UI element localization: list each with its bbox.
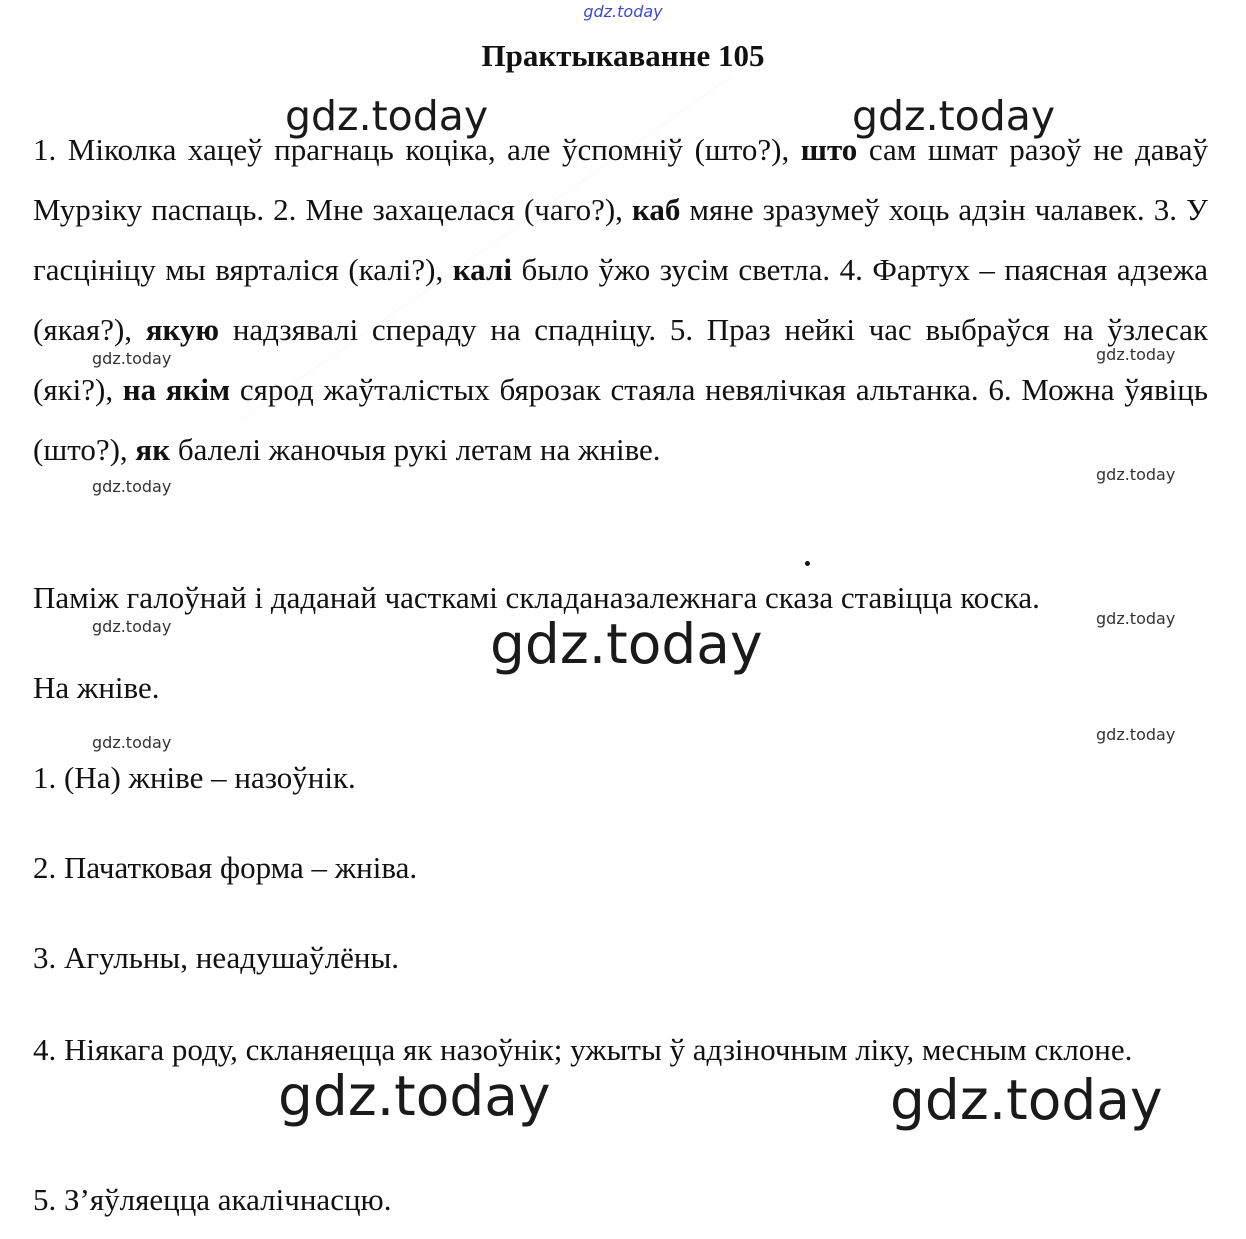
conjunction-1: што [800, 132, 858, 167]
analysis-item-3: 3. Агульны, неадушаўлёны. [33, 940, 400, 975]
conjunction-4: якую [145, 312, 220, 347]
page-title: Практыкаванне 105 [481, 38, 765, 73]
watermark: gdz.today [92, 733, 172, 752]
watermark: gdz.today [1096, 609, 1176, 628]
analysis-item-4: 4. Ніякага роду, скланяецца як назоўнік; ужыты ў адзіночным ліку, месным склоне. [33, 1032, 1133, 1067]
exercise-text [33, 120, 1208, 480]
analysis-item-1: 1. (На) жніве – назоўнік. [33, 760, 356, 795]
exercise-text-3: мяне зразумеў хоць адзін чалавек. 3. У гасцініцу мы вярталіся (калі?), [33, 192, 1208, 287]
exercise-text-6: сярод жаўталістых бярозак стаяла невялічкая альтанка. 6. Можна ўявіць (што?), [33, 372, 1208, 467]
exercise-text-1: 1. Міколка хацеў прагнаць коціка, але ўспомніў (што?), [33, 132, 801, 167]
watermark: gdz.today [490, 612, 763, 676]
analysis-item-2: 2. Пачатковая форма – жніва. [33, 850, 418, 885]
conjunction-6: як [135, 432, 171, 467]
exercise-text-4: было ўжо зусім светла. 4. Фартух – паясная адзежа (якая?), [33, 252, 1208, 347]
exercise-text-2: сам шмат разоў не даваў Мурзіку паспаць. 2. Мне захацелася (чаго?), [33, 132, 1208, 227]
watermark: gdz.today [92, 349, 172, 368]
watermark: gdz.today [890, 1068, 1163, 1132]
stray-dot [805, 561, 810, 566]
site-link[interactable]: gdz.today [583, 2, 663, 21]
watermark: gdz.today [852, 92, 1056, 140]
exercise-text-5: надзявалі спераду на спадніцу. 5. Праз нейкі час выбраўся на ўзлесак (які?), [33, 312, 1208, 407]
watermark: gdz.today [1096, 465, 1176, 484]
rule-text: Паміж галоўнай і даданай часткамі складаназалежнага сказа ставіцца коска. [33, 580, 1040, 615]
exercise-text-7: балелі жаночыя рукі летам на жніве. [170, 432, 661, 467]
analysis-word: На жніве. [33, 670, 160, 705]
watermark: gdz.today [285, 92, 489, 140]
watermark: gdz.today [92, 477, 172, 496]
watermark: gdz.today [1096, 725, 1176, 744]
watermark: gdz.today [1096, 345, 1176, 364]
conjunction-2: каб [631, 192, 681, 227]
watermark: gdz.today [92, 617, 172, 636]
conjunction-3: калі [452, 252, 512, 287]
watermark: gdz.today [278, 1064, 551, 1128]
conjunction-5: на якім [122, 372, 231, 407]
analysis-item-5: 5. З’яўляецца акалічнасцю. [33, 1182, 392, 1217]
